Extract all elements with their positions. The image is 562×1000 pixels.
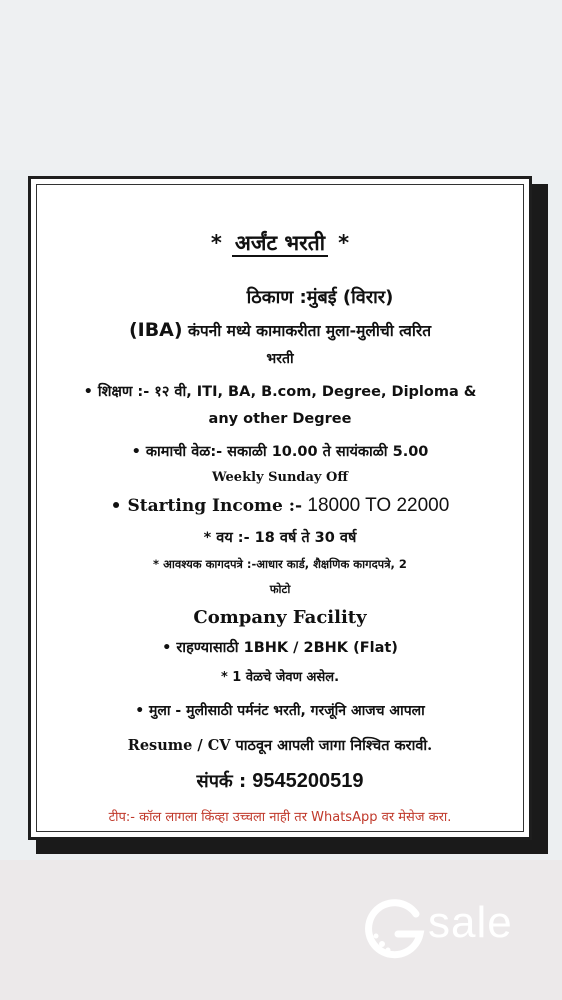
housing-line: • राहण्यासाठी 1BHK / 2BHK (Flat) (162, 640, 398, 656)
facility-heading: Company Facility (193, 607, 367, 628)
income-label: • Starting Income :- (110, 496, 303, 516)
title-star-right: * (338, 231, 350, 255)
income-line (31, 495, 529, 517)
permanent-line: • मुला - मुलीसाठी पर्मनंट भरती, गरजूंनि आजच आपला (135, 703, 425, 719)
tip-line: टीप:- कॉल लागला किंव्हा उच्चला नाही तर WhatsApp वर मेसेज करा. (108, 810, 452, 825)
job-poster (28, 176, 532, 840)
company-line-rest: कंपनी मध्ये कामाकरीता मुला-मुलीची त्वरित (182, 322, 432, 340)
education-line: • शिक्षण :- १२ वी, ITI, BA, B.com, Degree, Diploma & (83, 384, 477, 400)
resume-line: Resume / CV पाठवून आपली जागा निश्चित करावी. (127, 737, 433, 754)
weekly-off-line: Weekly Sunday Off (212, 470, 348, 485)
background-top (0, 0, 562, 170)
title-text: अर्जंट भरती (232, 231, 328, 257)
age-line: * वय :- 18 वर्ष ते 30 वर्ष (203, 530, 357, 546)
meal-line: * 1 वेळचे जेवण असेल. (220, 670, 340, 685)
gsale-brand-text: sale (428, 898, 513, 947)
contact-label: संपर्क : (196, 771, 247, 792)
company-line (31, 319, 529, 341)
income-amount: 18000 TO 22000 (302, 495, 450, 516)
work-time-line: • कामाची वेळ:- सकाळी 10.00 ते सायंकाळी 5.00 (131, 444, 429, 460)
contact-number: 9545200519 (252, 770, 364, 792)
documents-line-cont: फोटो (269, 582, 291, 596)
company-line-cont: भरती (266, 351, 294, 367)
documents-line: * आवश्यक कागदपत्रे :-आधार कार्ड, शैक्षणिक कागदपत्रे, 2 (153, 557, 407, 571)
company-name: (IBA) (128, 319, 183, 341)
title-star-left: * (210, 231, 222, 255)
contact-line (31, 769, 529, 793)
location-line: ठिकाण :मुंबई (विरार) (246, 287, 394, 308)
gsale-watermark (360, 888, 540, 968)
education-line-cont: any other Degree (208, 411, 352, 427)
poster-title (31, 229, 529, 257)
gsale-g-logo-icon (360, 892, 430, 962)
